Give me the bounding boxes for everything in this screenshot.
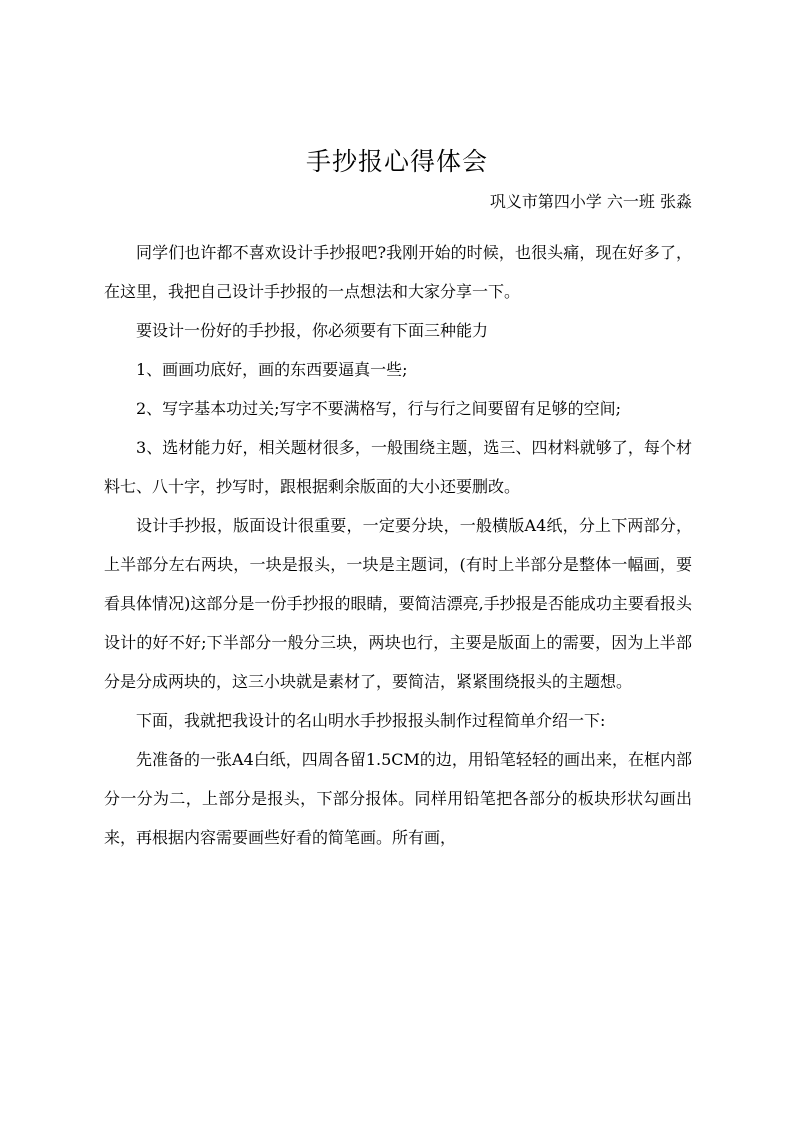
paragraph-ability-1: 1、画画功底好，画的东西要逼真一些;	[136, 360, 408, 379]
paragraph-example-intro: 下面，我就把我设计的名山明水手抄报报头制作过程简单介绍一下:	[136, 711, 606, 730]
paragraph-abilities-intro: 要设计一份好的手抄报，你必须要有下面三种能力	[136, 321, 489, 340]
author-line: 巩义市第四小学 六一班 张淼	[489, 192, 692, 211]
document-body	[104, 233, 692, 857]
paragraph-ability-3: 3、选材能力好，相关题材很多，一般围绕主题，选三、四材料就够了，每个材料七、八十字，抄写时，跟根据剩余版面的大小还要删改。	[104, 438, 692, 496]
document-title: 手抄报心得体会	[305, 147, 488, 176]
paragraph-layout-design: 设计手抄报，版面设计很重要，一定要分块，一般横版A4纸，分上下两部分，上半部分左右两块，一块是报头，一块是主题词，(有时上半部分是整体一幅画，要看具体情况)这部分是一份手抄报的眼睛，要简洁漂亮,手抄报是否能成功主要看报头设计的好不好;下半部分一般分三块，两块也行，主要是版面上的需要，因为上半部分是分成两块的，这三小块就是素材了，要简洁，紧紧围绕报头的主题想。	[104, 516, 692, 691]
paragraph-intro: 同学们也许都不喜欢设计手抄报吧?我刚开始的时候，也很头痛，现在好多了，在这里，我把自己设计手抄报的一点想法和大家分享一下。	[104, 243, 692, 301]
paragraph-preparation: 先准备的一张A4白纸，四周各留1.5CM的边，用铅笔轻轻的画出来，在框内部分一分为二，上部分是报头，下部分报体。同样用铅笔把各部分的板块形状勾画出来，再根据内容需要画些好看的简笔画。所有画，	[104, 750, 692, 847]
paragraph-ability-2: 2、写字基本功过关;写字不要满格写，行与行之间要留有足够的空间;	[136, 399, 621, 418]
